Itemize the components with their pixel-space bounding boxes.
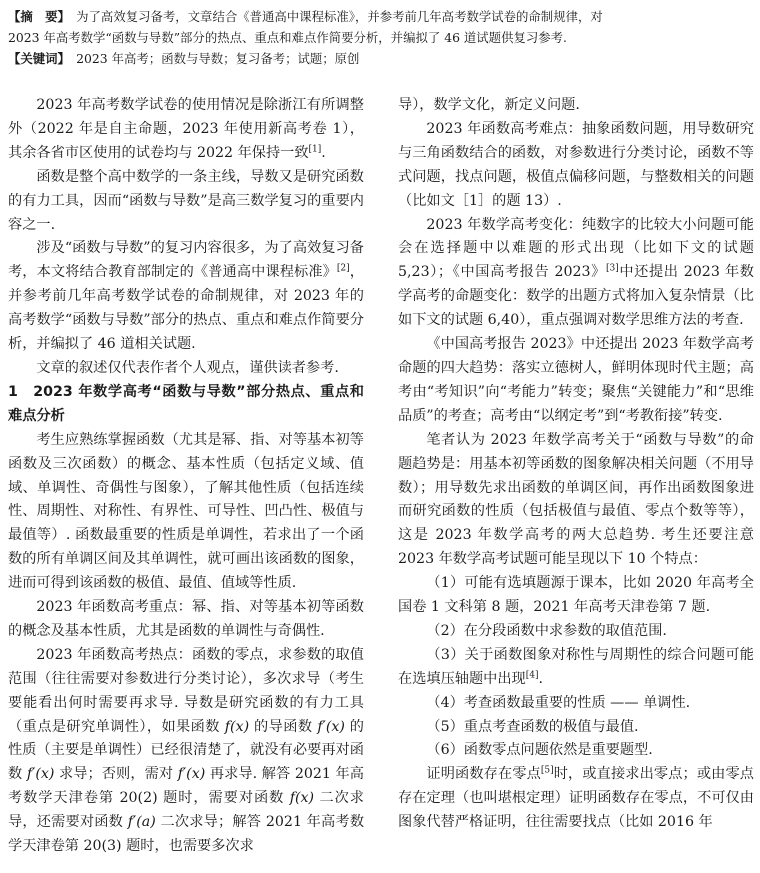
- paragraph: 2023 年函数高考重点：幂、指、对等基本初等函数的概念及基本性质，尤其是函数的单调性与奇偶性.: [8, 599, 364, 639]
- text-run: ，并参考前几年高考数学试卷的命制规律，对 2023 年的高考数学“函数与导数”部分的热点、重点和难点作简要分析，并编拟了 46 道相关试题.: [8, 264, 364, 353]
- text-run: 2023 年数学高考变化：纯数字的比较大小问题可能会在选择题中以难题的形式出现（比如下文的试题 5,23）；《中国高考报告 2023》: [398, 216, 754, 281]
- text-run: 涉及“函数与导数”的复习内容很多，为了高效复习备考，本文将结合教育部制定的《普通高中课程标准》: [8, 240, 364, 281]
- text-run: 2023 年高考数学试卷的使用情况是除浙江有所调整外（2022 年是自主命题，2023 年使用新高考卷 1），其余各省市区使用的试卷均与 2022 年保持一致: [8, 97, 364, 161]
- text-run: 求导；否则，需对: [54, 766, 178, 783]
- paragraph: 2023 年函数高考难点：抽象函数问题，用导数研究与三角函数结合的函数，对参数进行分类讨论，函数不等式问题，找点问题，极值点偏移问题，与整数相关的问题（比如文［1］的题 13）.: [398, 120, 754, 209]
- abstract-text-2: 2023 年高考数学“函数与导数”部分的热点、重点和难点作简要分析，并编拟了 46 道试题供复习参考.: [8, 30, 567, 45]
- abstract-block: [8, 6, 752, 69]
- text-run: .: [538, 670, 543, 687]
- citation: [5]: [540, 765, 554, 776]
- paragraph: [8, 94, 364, 166]
- paragraph: 考生应熟练掌握函数（尤其是幂、指、对等基本初等函数及三次函数）的概念、基本性质（包括定义域、值域、单调性、奇偶性与图象），了解其他性质（包括连续性、周期性、对称性、有界性、可导性、凹凸性、极值与最值等）. 函数最重要的性质是单调性，若求出了一个函数的所有单调区间及其单调性，就可画出该函数的图象，进而可得到该函数的极值、最值、值域等性质.: [8, 431, 364, 592]
- body-columns: [8, 94, 754, 859]
- list-item: （2）在分段函数中求参数的取值范围.: [426, 622, 667, 639]
- math-expr: f′(x): [317, 718, 345, 735]
- abstract-text-1: 为了高效复习备考，文章结合《普通高中课程标准》，并参考前几年高考数学试卷的命制规律，对: [76, 9, 603, 24]
- text-run: 再求导. 解答 2021 年高考数学天津卷第 20(2) 题时，需要对函数: [8, 766, 364, 807]
- abstract-line-2: [8, 27, 752, 48]
- paragraph: 笔者认为 2023 年数学高考关于“函数与导数”的命题趋势是：用基本初等函数的图象解决相关问题（不用导数）；用导数先求出函数的单调区间，再作出函数图象进而研究函数的性质（包括极值与最值、零点个数等等），这是 2023 年数学高考的两大总趋势. 考生还要注意 2023 年数学高考试题可能呈现以下 10 个特点：: [398, 431, 754, 568]
- citation: [2]: [336, 263, 350, 274]
- list-item: （4）考查函数最重要的性质 —— 单调性.: [426, 694, 691, 711]
- text-run: （3）关于函数图象对称性与周期性的综合问题可能在选填压轴题中出现: [398, 646, 754, 687]
- text-run: 二次求导；解答 2021 年高考数学天津卷第 20(3) 题时，也需要多次求: [8, 814, 365, 855]
- text-run: 证明函数存在零点: [426, 766, 541, 783]
- list-item: （6）函数零点问题依然是重要题型.: [426, 742, 653, 759]
- abstract-line-1: [8, 6, 752, 27]
- text-run: .: [321, 144, 326, 161]
- paragraph: [8, 237, 364, 357]
- abstract-label: 【摘 要】: [8, 9, 64, 24]
- paragraph: [398, 763, 754, 835]
- text-run: 二次求导，还需要对函数: [8, 790, 364, 831]
- citation: [4]: [525, 670, 539, 681]
- section-heading: 1 2023 年数学高考“函数与导数”部分热点、重点和难点分析: [8, 383, 364, 424]
- text-run: 2023 年函数高考热点：函数的零点，求参数的取值范围（往往需要对参数进行分类讨论），多次求导（考生要能看出何时需要再求导. 导数是研究函数的有力工具（重点是研究单调性），如果函数: [8, 646, 364, 735]
- text-run: 时，或直接求出零点；或由零点存在定理（也叫堪根定理）证明函数存在零点，不可仅由图象代替严格证明，往往需要找点（比如 2016 年: [398, 766, 754, 831]
- math-expr: f′(x): [177, 766, 206, 783]
- paragraph: 函数是整个高中数学的一条主线，导数又是研究函数的有力工具，因而“函数与导数”是高三数学复习的重要内容之一.: [8, 168, 364, 233]
- paragraph: 导），数学文化，新定义问题.: [398, 97, 580, 113]
- paragraph: 文章的叙述仅代表作者个人观点，谨供读者参考.: [36, 359, 339, 376]
- math-expr: f′(a): [127, 814, 156, 831]
- list-item: （1）可能有选填题源于课本，比如 2020 年高考全国卷 1 文科第 8 题，2021 年高考天津卷第 7 题.: [398, 575, 754, 616]
- list-item: [398, 644, 754, 692]
- text-run: 中还提出 2023 年数学高考的命题变化：数学的出题方式将加入复杂情景（比如下文的试题 6,40），重点强调对数学思维方法的考查.: [398, 264, 754, 329]
- keywords-label: 【关键词】: [8, 51, 64, 66]
- citation: [3]: [606, 263, 619, 274]
- paragraph: [8, 644, 364, 859]
- text-run: 的导函数: [249, 718, 318, 735]
- math-expr: f(x): [289, 790, 315, 807]
- list-item: （5）重点考查函数的极值与最值.: [426, 718, 639, 735]
- math-expr: f(x): [224, 718, 250, 735]
- math-expr: f′(x): [26, 766, 55, 783]
- citation: [1]: [308, 144, 322, 155]
- paragraph: 《中国高考报告 2023》中还提出 2023 年数学高考命题的四大趋势：落实立德树人，鲜明体现时代主题；高考由“考知识”向“考能力”转变；聚焦“关键能力”和“思维品质”的考查；高考由“以纲定考”到“考教衔接”转变.: [398, 336, 754, 424]
- text-run: 的性质（主要是单调性）已经很清楚了，就没有必要再对函数: [8, 718, 364, 783]
- right-column: [398, 94, 754, 859]
- keywords-line: [8, 48, 752, 69]
- left-column: [8, 94, 364, 859]
- keywords-text: 2023 年高考；函数与导数；复习备考；试题；原创: [76, 51, 360, 66]
- paragraph: [398, 214, 754, 334]
